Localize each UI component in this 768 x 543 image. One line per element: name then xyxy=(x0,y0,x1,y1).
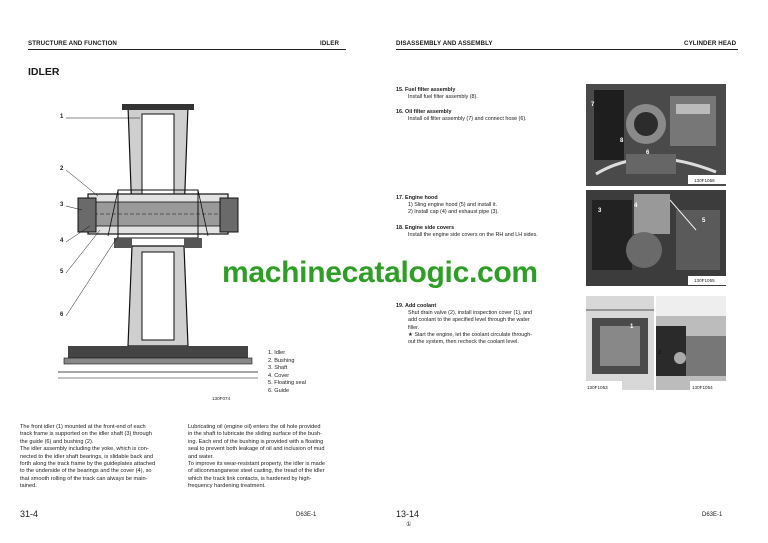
callout-4: 4 xyxy=(60,238,64,244)
text-line: frequency hardening treatment. xyxy=(188,483,266,490)
text-line: forth along the track frame by the guideplates attached xyxy=(20,461,156,468)
model-code: D63E-1 xyxy=(702,512,723,518)
text-line: of siliconmanganese steel casting, the tread of the idler xyxy=(188,468,325,475)
step-17 xyxy=(396,195,586,217)
text-line: which the track link contacts, is hardened by high- xyxy=(188,475,312,482)
step-line: Shut drain valve (2), install inspection cover (1), and xyxy=(408,310,533,317)
page-title: IDLER xyxy=(28,66,60,78)
text-line: To improve its wear-resistant property, the idler is made xyxy=(188,461,325,468)
step-line: Install oil filter assembly (7) and connect hose (6). xyxy=(408,116,527,123)
text-line: seal to prevent both leakage of oil and inclusion of mud xyxy=(188,446,325,453)
photo-callout-2: 2 xyxy=(658,350,662,356)
step-15 xyxy=(396,87,586,101)
photo-callout-1: 1 xyxy=(630,324,634,330)
photo-callout-5: 5 xyxy=(702,218,706,224)
photo-callout-6: 6 xyxy=(646,150,650,156)
description-column-1 xyxy=(20,424,170,491)
step-19 xyxy=(396,303,596,346)
text-line: nected to the idler shaft bearings, is slidable back and xyxy=(20,453,154,460)
callout-6: 6 xyxy=(60,312,64,318)
text-line: that smooth rolling of the track can always be main- xyxy=(20,475,148,482)
step-number: 16. xyxy=(396,109,404,115)
parts-list-item: 5. Floating seal xyxy=(268,380,306,387)
text-line: and water. xyxy=(188,453,214,460)
callout-2: 2 xyxy=(60,166,64,172)
figure-code: 130F074 xyxy=(212,396,231,401)
photo-engine-hood xyxy=(586,190,726,286)
header-section: STRUCTURE AND FUNCTION xyxy=(28,40,117,47)
step-number: 18. xyxy=(396,225,404,231)
photo-code: 130F1053 xyxy=(587,385,608,390)
parts-list xyxy=(268,350,306,396)
header-section: DISASSEMBLY AND ASSEMBLY xyxy=(396,40,493,47)
photo-code: 130F1054 xyxy=(692,385,713,390)
text-line: tained. xyxy=(20,483,37,490)
step-line: filler. xyxy=(408,324,420,331)
watermark: machinecatalogic.com xyxy=(222,256,538,289)
step-line: ★ Start the engine, let the coolant circulate through- xyxy=(408,331,533,338)
step-title: Engine side covers xyxy=(405,225,455,231)
step-line: out the system, then recheck the coolant level. xyxy=(408,339,519,346)
text-line: Lubricating oil (engine oil) enters the oil hole provided xyxy=(188,424,321,430)
text-line: the guide (6) and bushing (2). xyxy=(20,438,94,445)
callout-5: 5 xyxy=(60,269,64,275)
callout-3: 3 xyxy=(60,202,64,208)
photo-filter-assembly xyxy=(586,84,726,186)
parts-list-item: 4. Cover xyxy=(268,372,290,379)
photo-drain-valve xyxy=(656,296,726,390)
step-title: Oil filter assembly xyxy=(405,109,452,115)
text-line: to the underside of the bearings and the cover (4), so xyxy=(20,468,152,475)
step-title: Add coolant xyxy=(405,303,437,309)
step-title: Engine hood xyxy=(405,195,438,201)
step-16 xyxy=(396,109,586,123)
text-line: in the shaft to lubricate the sliding surface of the bush- xyxy=(188,431,323,438)
text-line: The idler assembly including the yoke, which is con- xyxy=(20,446,149,453)
photo-callout-8: 8 xyxy=(620,138,624,144)
photo-callout-7: 7 xyxy=(591,102,595,108)
page-sub-mark: ① xyxy=(406,522,412,528)
step-title: Fuel filter assembly xyxy=(405,87,456,93)
photo-callout-4: 4 xyxy=(634,203,638,209)
step-line: Install the engine side covers on the RH and LH sides. xyxy=(408,232,538,239)
step-line: Install fuel filter assembly (8). xyxy=(408,94,478,101)
text-line: The front idler (1) mounted at the front-end of each xyxy=(20,424,146,430)
step-18 xyxy=(396,225,596,239)
text-line: ing. Each end of the bushing is provided with a floating xyxy=(188,438,324,445)
parts-list-item: 6. Guide xyxy=(268,387,290,394)
photo-callout-3: 3 xyxy=(598,208,602,214)
page-number: 31-4 xyxy=(20,509,39,519)
text-line: track frame is supported on the idler shaft (3) through xyxy=(20,431,152,438)
step-line: add coolant to the specified level through the water xyxy=(408,317,530,324)
photo-code: 130F1055 xyxy=(694,278,715,283)
parts-list-item: 3. Shaft xyxy=(268,365,288,372)
page-number: 13-14 xyxy=(396,509,420,519)
header-topic: CYLINDER HEAD xyxy=(684,40,737,47)
header-topic: IDLER xyxy=(320,40,340,47)
header-rule xyxy=(396,49,738,50)
parts-list-item: 1. Idler xyxy=(268,350,286,356)
parts-list-item: 2. Bushing xyxy=(268,357,295,364)
description-column-2 xyxy=(188,424,350,491)
step-number: 17. xyxy=(396,195,404,201)
model-code: D63E-1 xyxy=(296,512,317,518)
step-number: 15. xyxy=(396,87,404,93)
step-line: 2) Install cap (4) and exhaust pipe (3). xyxy=(408,209,499,216)
step-number: 19. xyxy=(396,303,404,309)
step-line: 1) Sling engine hood (5) and install it. xyxy=(408,202,498,209)
callout-1: 1 xyxy=(60,114,64,120)
photo-code: 130F1056 xyxy=(694,178,715,183)
photo-inspection-cover xyxy=(586,296,654,390)
